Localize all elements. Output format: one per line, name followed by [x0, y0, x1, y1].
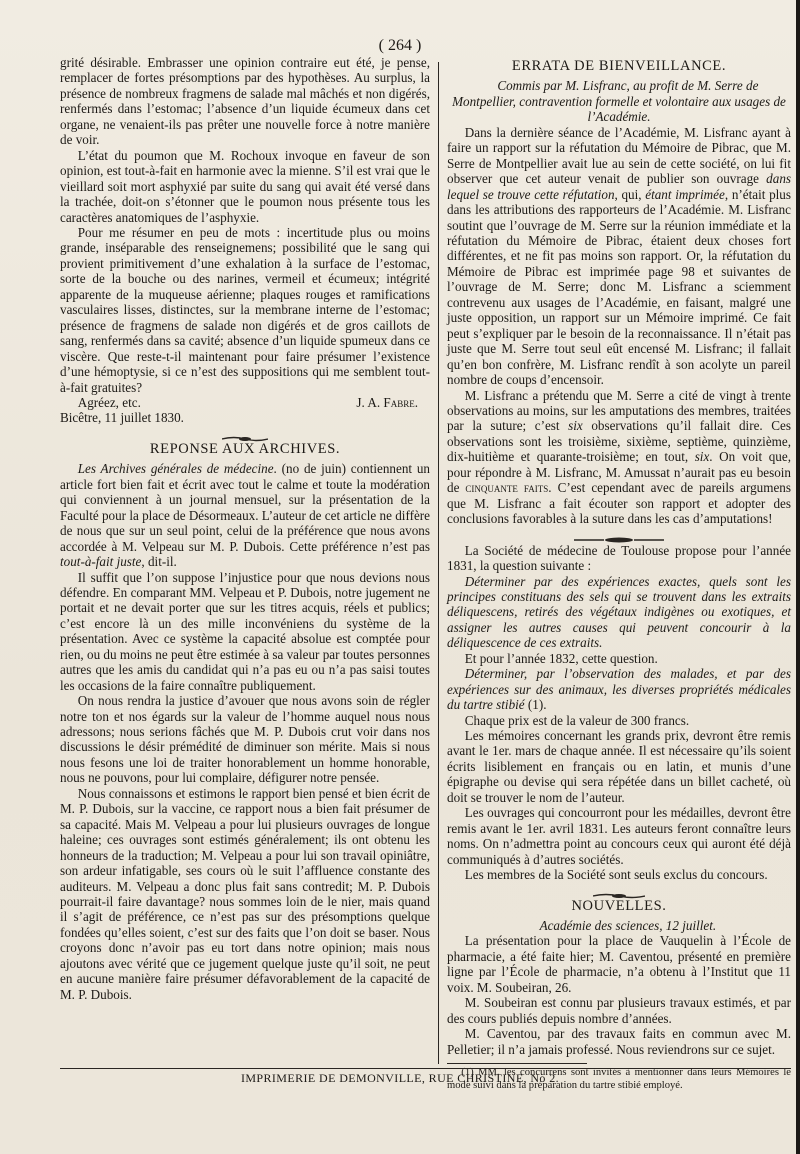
paragraph: L’état du poumon que M. Rochoux invoque en faveur de son opinion, est tout-à-fait en harmonie avec la mienne. S’il est vrai que le vieillard soit mort asphyxié par suite du sang qui avait été versé dans la trachée, doit-on s’étonner que le poumon nous présente tous les caractères anatomiques de l’asphyxie. [60, 147, 431, 225]
text-run-italic: six [694, 449, 710, 465]
text-run: M. Lisfranc a prétendu que M. Serre a cité de vingt à trente observations au moins, sur les amputations des membres, traitées par la suture; c’est [447, 387, 791, 434]
paragraph: Les mémoires concernant les grands prix, devront être remis avant le 1er. mars de chaque année. Il est nécessaire qu’ils soient écrits lisiblement en français ou en latin, et munis d’une épigraphe ou devise qui sera répétée dans un billet cacheté, où doit se trouver le nom de l’auteur. [447, 728, 791, 805]
news-title: NOUVELLES. [571, 897, 667, 914]
signature: J. A. Fabre. [356, 394, 418, 410]
paragraph: Nous connaissons et estimons le rapport bien pensé et bien écrit de M. P. Dubois, sur la vaccine, ce rapport nous a bien fait présumer de sa capacité. Mais M. Velpeau a pour lui plusieurs ouvrages de longue haleine; ces ouvrages sont estimés généralement; ils ont obtenu les honneurs de la traduction; M. Velpeau a pour lui son travail opiniâtre, son ardeur infatigable, ses cours où le suit l’affluence constante des auditeurs. M. Velpeau a donc plus fait sans contredit; M. P. Dubois pourrait-il faire davantage? nous sommes loin de le nier, mais quand il s’agit de préférence, ce n’est pas sur des présomptions quelque fondées qu’elles soient, c’est sur des faits que l’on doit se baser. Nous croyons donc n’avoir pas eu tort dans notre opinion; mais nous ajoutons avec vérité que ce jugement quelque juste qu’il soit, ne peut en aucune manière faire présumer défavorablement de la capacité de M. P. Dubois. [60, 785, 430, 1002]
text-run-smallcaps: cinquante faits [465, 480, 549, 496]
left-column [60, 55, 430, 1002]
question-1 [447, 574, 791, 651]
text-run-italic: dans lequel se trouve cette réfutation [447, 171, 791, 202]
section-title: REPONSE AUX ARCHIVES. [149, 440, 341, 457]
paragraph [447, 388, 791, 527]
text-run-italic: Déterminer, par l’observation des malades, et par des expériences sur des animaux, les diverses propriétés médicales du tartre stibié [447, 666, 791, 713]
paragraph [447, 125, 791, 388]
text-run-italic: tout-à-fait juste [60, 554, 142, 570]
paragraph: On nous rendra la justice d’avouer que nous avons soin de régler notre ton et nos égards sur la valeur de l’homme auquel nous nous adressons; nous serions fâchés que M. P. Dubois crut voir dans nos discussions le désir prémédité de diminuer son mérite. Mais si nous nous fesons une loi de traiter honorablement un homme honorable, nous ne pouvons, pour lui complaire, défigurer notre pensée. [60, 693, 430, 786]
paragraph: Pour me résumer en peu de mots : incertitude plus ou moins grande, inséparable des renseignemens; possibilité que le sang qui provient primitivement d’une exhalation à la surface de l’estomac, sorte de la bouche ou des narines, vermeil et écumeux; intégrité apparente de la muqueuse aérienne; plaques rouges et ramifications vasculaires lisses, distinctes, sur la membrane interne de l’estomac; présence de fragmens de salade non digérés et de gros caillots de sang, renfermés dans sa cavité; absence d’un liquide spumeux dans ce viscère. Que reste-t-il maintenant pour faire présumer l’existence d’une hémoptysie, si ce n’est des suppositions qui me semblent tout-à-fait gratuites? [60, 224, 430, 395]
paragraph: Les membres de la Société sont seuls exclus du concours. [464, 867, 768, 883]
paragraph: grité désirable. Embrasser une opinion contraire eut été, je pense, remplacer de fortes présomptions par des hypothèses. Au surplus, la présence de nombreux fragmens de salade mal mâchés et non digérés, renfermés dans l’estomac; l’absence d’un liquide écumeux dans cet organe, ne venaient-ils pas prêter une nouvelle force à notre manière de voir. [60, 55, 430, 148]
page-edge [796, 0, 800, 1154]
paragraph: Les ouvrages qui concourront pour les médailles, devront être remis avant le 1er. avril 1831. Les auteurs feront connaître leurs noms. On n’admettra point au concours ceux qui auront été déjà communiqués à d’autres sociétés. [447, 805, 791, 867]
text-run-italic: Déterminer par des expériences exactes, quels sont les principes constituans des sels qui se trouvent dans les extraits déliquescens, retirés des végétaux indigènes ou exotiques, et assigner les autres causes qui peuvent concourir à la déliquescence de ces extraits. [447, 573, 791, 651]
paragraph: M. Soubeiran est connu par plusieurs travaux estimés, et par des cours publiés depuis nombre d’années. [447, 995, 791, 1026]
ornament-divider [447, 531, 791, 537]
text-run: . C’est cependant avec de pareils argumens que M. Lisfranc a fait écouter son rapport et adopter des conclusions favorables à la suture dans les cas d’amputations! [447, 480, 791, 527]
dateline: Bicêtre, 11 juillet 1830. [60, 410, 184, 426]
text-run: observations qu’il fallait dire. Ces observations sont les troisième, sixième, septième, quinzième, dix-huitième et quarante-troisième; en tout, [447, 418, 791, 465]
signature-line [60, 395, 430, 410]
errata-title: ERRATA DE BIENVEILLANCE. [511, 58, 727, 74]
errata-subtitle: Commis par M. Lisfranc, au profit de M. Serre de Montpellier, contravention formelle et volontaire aux usages de l’Académie. [452, 78, 786, 125]
paragraph [60, 461, 430, 569]
column-divider [438, 62, 439, 1064]
text-run-italic: étant imprimée [645, 186, 725, 202]
paragraph: La présentation pour la place de Vauquelin à l’École de pharmacie, a été faite hier; M. Caventou, présenté en première ligne par l’École de pharmacie, n’a obtenu à l’Institut que 11 voix. M. Soubeiran, 26. [447, 933, 791, 995]
footnote-ref: (1). [524, 697, 547, 713]
news-subtitle: Académie des sciences, 12 juillet. [539, 918, 717, 934]
paragraph: Chaque prix est de la valeur de 300 francs. [464, 712, 690, 728]
paragraph: Il suffit que l’on suppose l’injustice pour que nous devions nous défendre. En comparant MM. Velpeau et P. Dubois, notre jugement ne portait et ne devait porter que sur les titres acquis, réels et publics; c’est encore là un des mille inconvéniens du système de la présentation. Avec ce système la capacité absolue est comptée pour rien, ou du moins ne peut être estimée à sa valeur par toutes personnes autres que les amis du candidat qui n’a pas eu ou n’a pas saisi toutes les occasions de la faire connaître publiquement. [60, 569, 431, 693]
ornament-divider [60, 430, 430, 436]
question-2 [447, 666, 791, 712]
text-run: . (no de juin) contiennent un article fort bien fait et écrit avec tout le calme et toute la modération qui conviennent à un journal mensuel, sur la présentation de la Faculté pour la place de Désormeaux. L’auteur de cet article ne diffère de nous que sur un seul point, celui de la préférence que nous avons accordée à M. Velpeau sur M. P. Dubois. Cette préférence n’est pas [60, 461, 430, 554]
imprint-line: IMPRIMERIE DE DEMONVILLE, RUE CHRISTINE, No 2. [240, 1071, 560, 1085]
bottom-rule [60, 1068, 791, 1069]
ornament-divider [447, 887, 791, 893]
text-run-italic: six [568, 418, 583, 434]
footnote: (1) MM. les concurrens sont invités à mentionner dans leurs Mémoires le mode suivi dans la préparation du tartre stibié employé. [447, 1067, 791, 1091]
page-number: ( 264 ) [378, 37, 422, 54]
paragraph: La Société de médecine de Toulouse propose pour l’année 1831, la question suivante : [447, 542, 791, 574]
text-run: . On voit que, pour répondre à M. Lisfranc, M. Amussat n’aurait pas eu besoin de [447, 449, 791, 496]
signoff: Agréez, etc. [77, 394, 141, 410]
text-run: , n’était plus dans les attributions des rapporteurs de l’Académie. M. Lisfranc soutint que l’ouvrage de M. Serre sur la réunion immédiate et la réfutation du Mémoire de Pibrac, étaient deux choses fort différentes, et ne fit pas moins son rapport. Or, la réfutation du Mémoire de Pibrac est imprimée page 98 et suivantes de l’ouvrage de M. Serre; donc M. Lisfranc a sciemment contrevenu aux usages de l’Académie, en faisant, malgré une juste opposition, un rapport sur un Mémoire imprimé. Ce fait peut s’expliquer par le besoin de la reconnaissance. Il n’était pas juste que M. Serre tout seul eût encensé M. Lisfranc; il fallait qu’en bon confrère, M. Lisfranc rendît à son acolyte un pareil nombre de coups d’encensoir. [447, 186, 791, 388]
text-run: Dans la dernière séance de l’Académie, M. Lisfranc ayant à faire un rapport sur la réfutation du Mémoire de Pibrac, que M. Serre de Montpellier avait lue au sein de cette société, on lui fit observer que cet auteur venait de publier son ouvrage [447, 124, 791, 187]
paragraph: Et pour l’année 1832, cette question. [464, 650, 658, 666]
footnote-rule [447, 1063, 587, 1064]
right-column [447, 55, 791, 1092]
text-run: , qui, [614, 186, 646, 202]
text-run: , dit-il. [141, 554, 177, 570]
paragraph: M. Caventou, par des travaux faits en commun avec M. Pelletier; il n’a jamais professé. Nous reviendrons sur ce sujet. [447, 1026, 791, 1057]
journal-title: Les Archives générales de médecine [77, 461, 274, 477]
